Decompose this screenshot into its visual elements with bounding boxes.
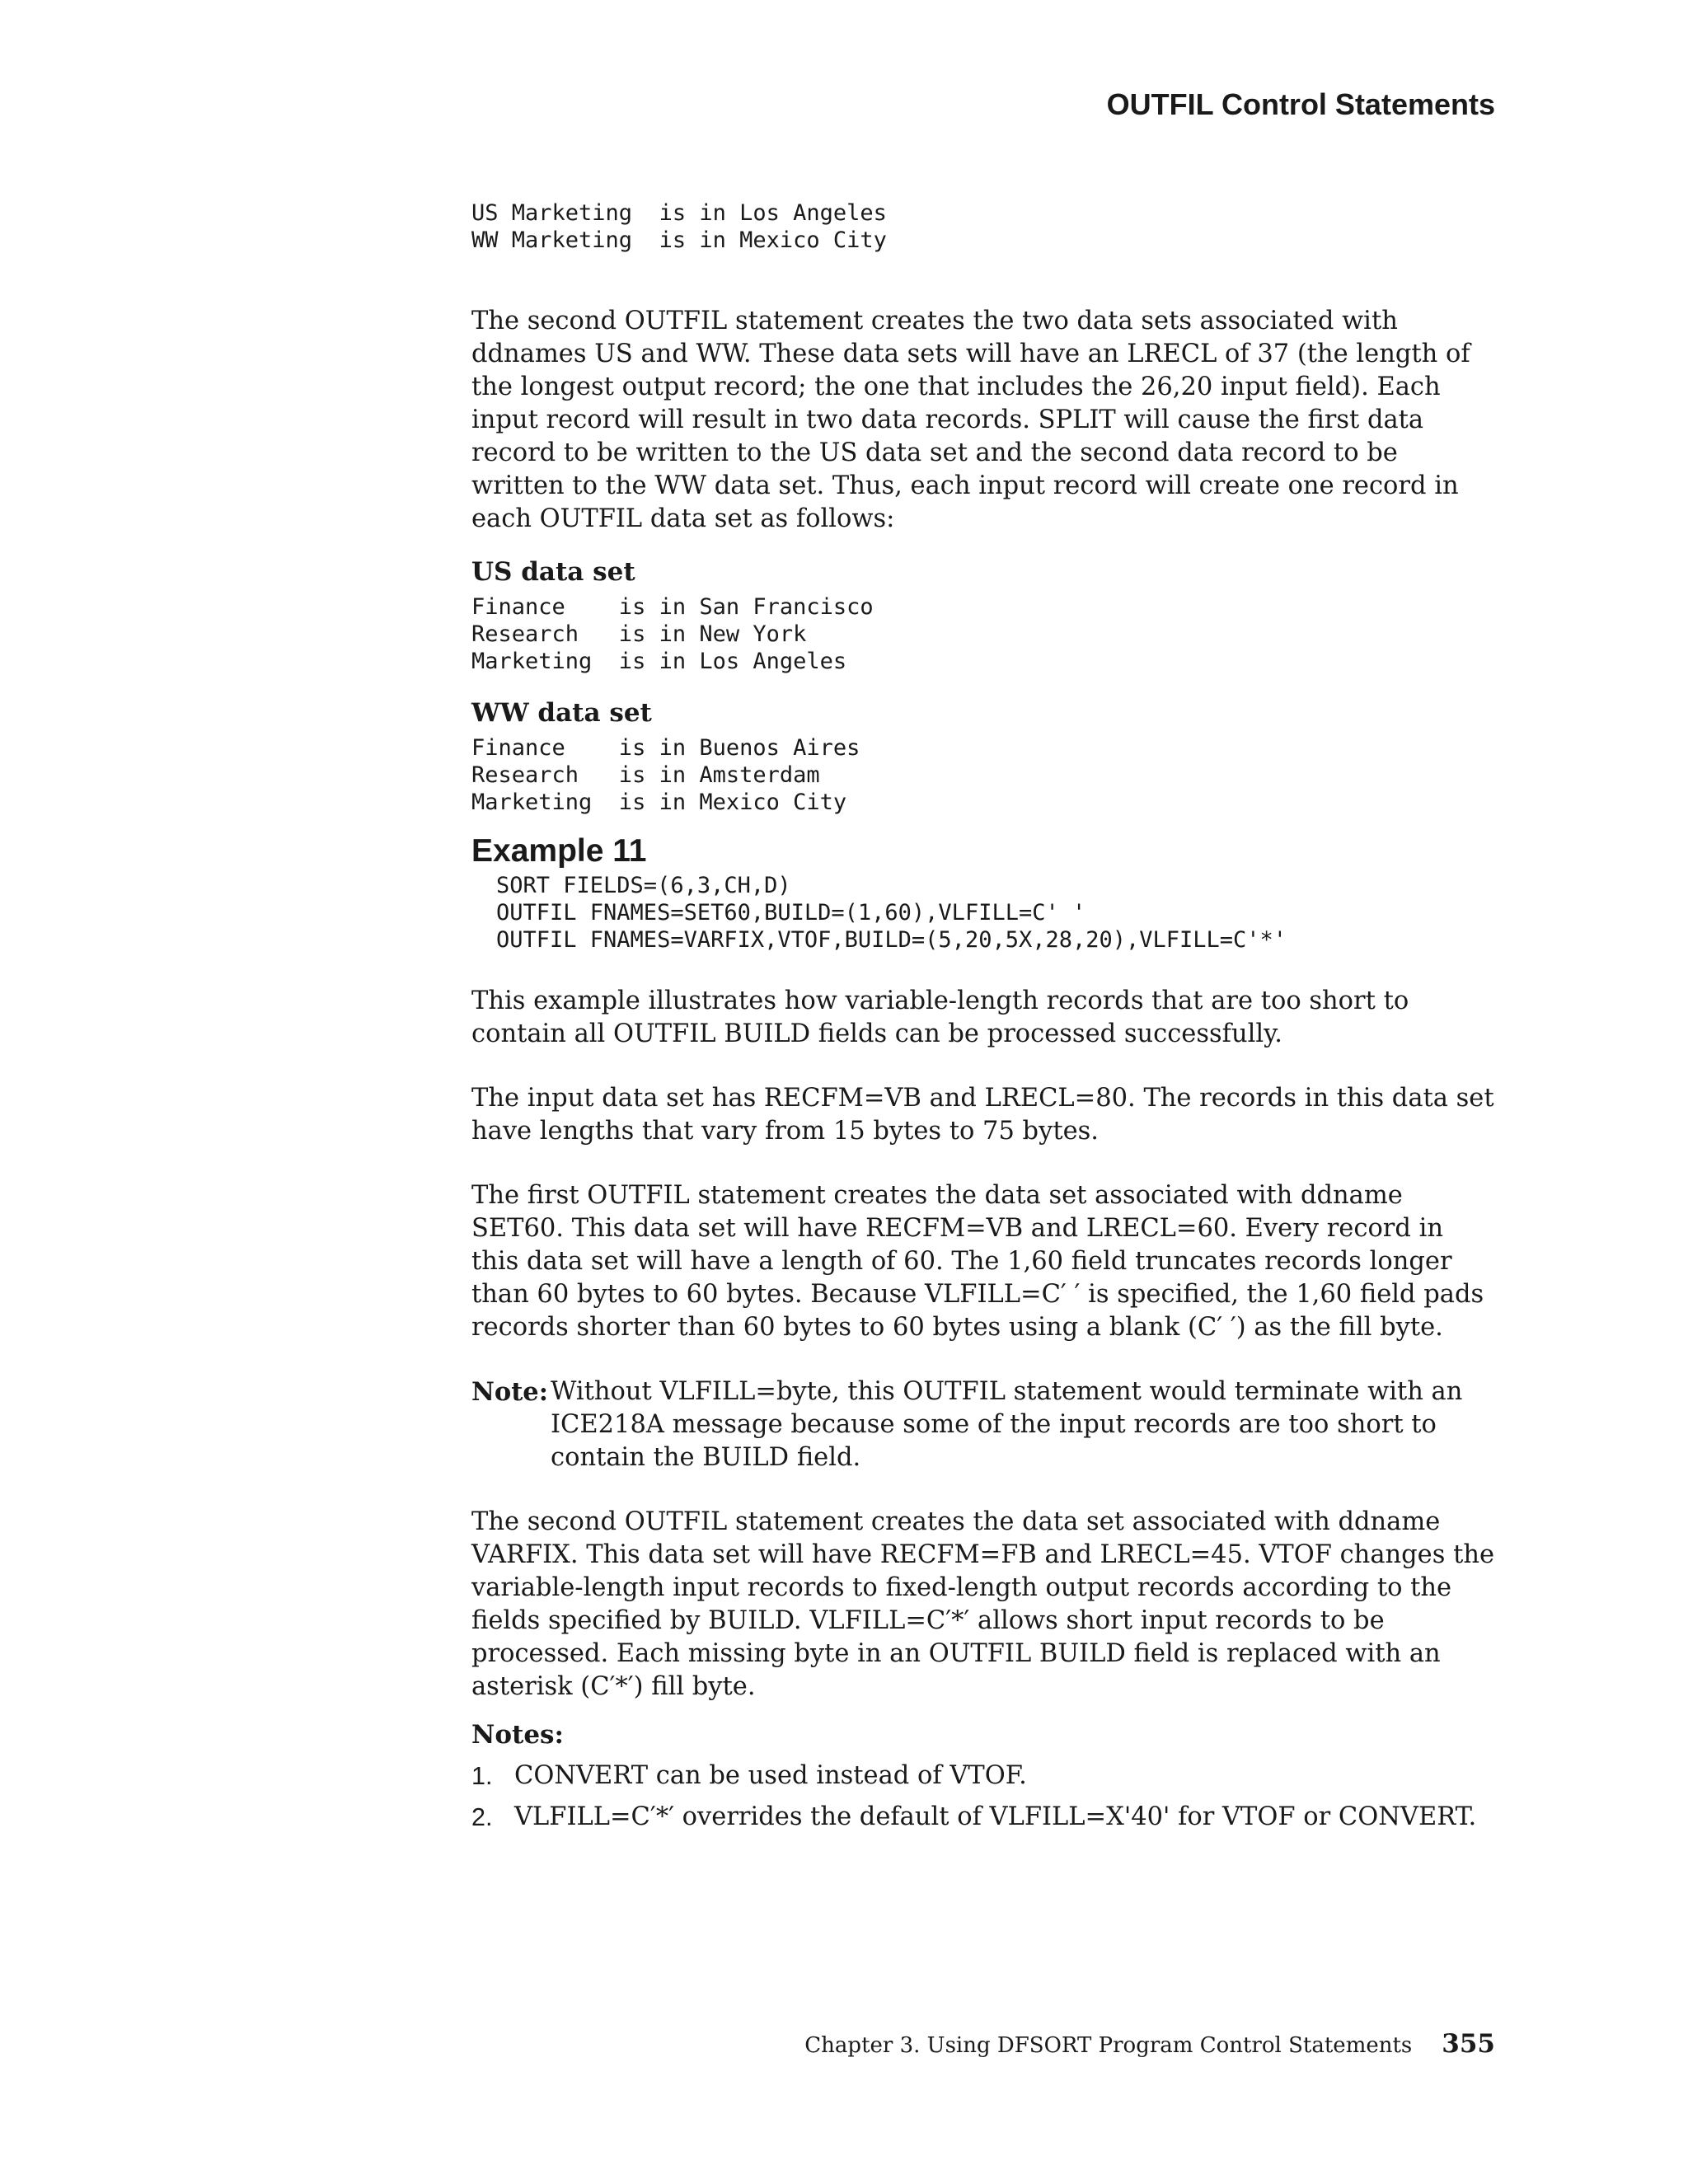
list-item-text: VLFILL=C′*′ overrides the default of VLFILL=X'40' for VTOF or CONVERT. <box>514 1802 1477 1831</box>
ww-data-set-heading: WW data set <box>471 698 652 728</box>
code-block-us-data-set: Finance is in San Francisco Research is in New York Marketing is in Los Angeles <box>471 594 874 674</box>
code-block-marketing-output: US Marketing is in Los Angeles WW Marketing is in Mexico City <box>471 200 887 253</box>
page-footer <box>804 2029 1495 2059</box>
paragraph-input-data-set: The input data set has RECFM=VB and LRECL=80. The records in this data set have lengths that vary from 15 bytes to 75 bytes. <box>471 1084 1494 1146</box>
list-item-number: 1. <box>471 1762 493 1790</box>
note-label: Note: <box>471 1377 548 1407</box>
running-header-title: OUTFIL Control Statements <box>1106 87 1495 121</box>
paragraph-illustrates: This example illustrates how variable-length records that are too short to contain all OUTFIL BUILD fields can be processed successfully. <box>471 987 1409 1048</box>
note-block <box>471 1376 1495 1474</box>
paragraph-second-outfil-varfix: The second OUTFIL statement creates the data set associated with ddname VARFIX. This data set will have RECFM=FB and LRECL=45. VTOF changes the variable-length input records to fixed-length output records according to the fields specified by BUILD. VLFILL=C′*′ allows short input records to be processed. Each missing byte in an OUTFIL BUILD field is replaced with an asterisk (C′*′) fill byte. <box>471 1507 1495 1701</box>
code-block-ww-data-set: Finance is in Buenos Aires Research is in Amsterdam Marketing is in Mexico City <box>471 735 860 815</box>
page-content <box>471 199 1495 1834</box>
us-data-set-heading: US data set <box>471 557 635 587</box>
list-item <box>471 1760 1495 1793</box>
list-item-number: 2. <box>471 1803 493 1831</box>
notes-heading: Notes: <box>471 1720 564 1750</box>
example-11-heading: Example 11 <box>471 833 647 869</box>
code-block-example-11: SORT FIELDS=(6,3,CH,D) OUTFIL FNAMES=SET60,BUILD=(1,60),VLFILL=C' ' OUTFIL FNAMES=VARFIX,VTOF,BUILD=(5,20,5X,28,20),VLFILL=C'*' <box>496 873 1287 953</box>
list-item <box>471 1801 1495 1834</box>
paragraph-first-outfil: The first OUTFIL statement creates the data set associated with ddname SET60. This data set will have RECFM=VB and LRECL=60. Every record in this data set will have a length of 60. The 1,60 field truncates records longer than 60 bytes to 60 bytes. Because VLFILL=C′ ′ is specified, the 1,60 field pads records shorter than 60 bytes to 60 bytes using a blank (C′ ′) as the fill byte. <box>471 1181 1484 1342</box>
notes-list <box>471 1760 1495 1834</box>
paragraph-second-outfil-split: The second OUTFIL statement creates the two data sets associated with ddnames US and WW. These data sets will have an LRECL of 37 (the length of the longest output record; the one that includes the 26,20 input field). Each input record will result in two data records. SPLIT will cause the first data record to be written to the US data set and the second data record to be written to the WW data set. Thus, each input record will create one record in each OUTFIL data set as follows: <box>471 307 1470 533</box>
footer-chapter-title: Chapter 3. Using DFSORT Program Control Statements <box>804 2033 1413 2058</box>
note-text: Without VLFILL=byte, this OUTFIL statement would terminate with an ICE218A message because some of the input records are too short to contain the BUILD field. <box>551 1377 1463 1472</box>
list-item-text: CONVERT can be used instead of VTOF. <box>514 1761 1027 1790</box>
page-number: 355 <box>1442 2029 1495 2059</box>
